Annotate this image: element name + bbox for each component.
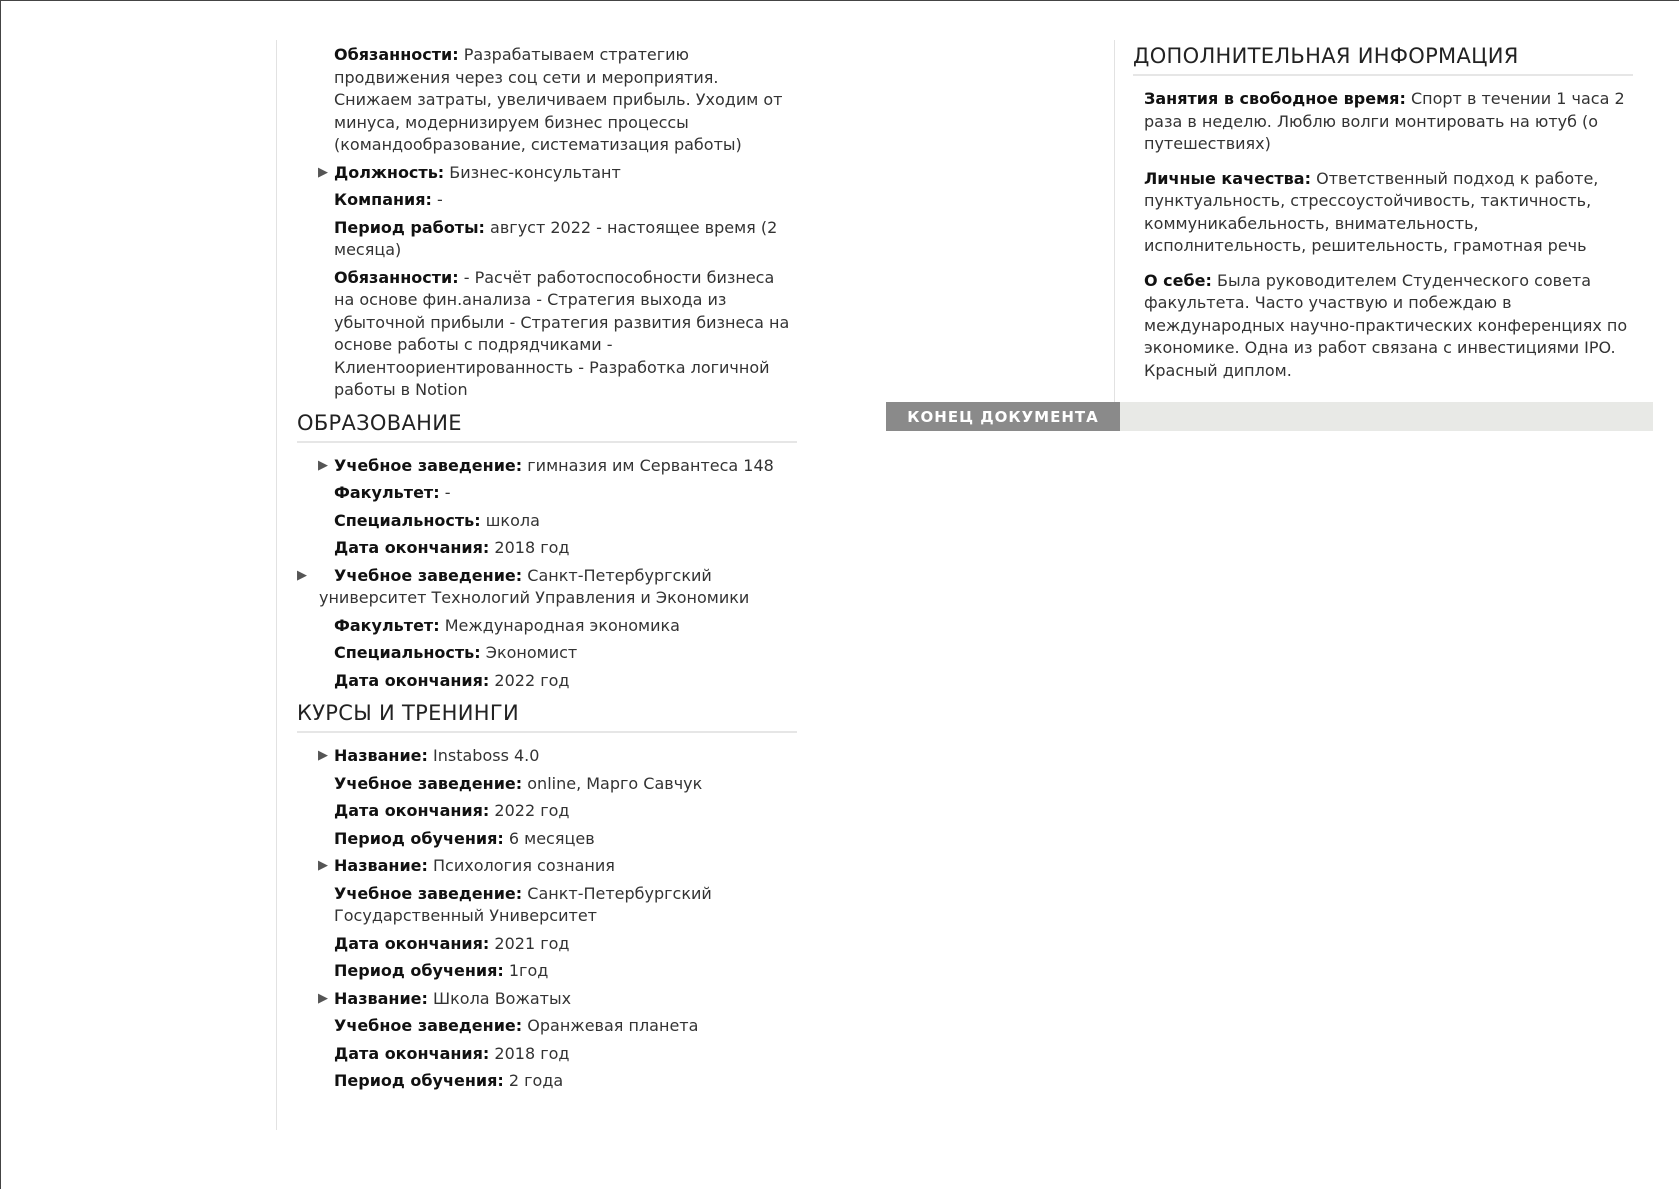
course-item-name: ▶ Название: Школа Вожатых	[297, 988, 797, 1011]
course-item-period: Период обучения: 2 года	[334, 1071, 564, 1090]
education-item-faculty: Факультет: Международная экономика	[334, 615, 680, 635]
additional-qualities: Личные качества: Ответственный подход к работе, пунктуальность, стрессоустойчивость, тактичность, коммуникабельность, внимательность, исполнительность, решительность, грамотная речь	[1144, 168, 1599, 255]
bullet-arrow-icon: ▶	[318, 858, 328, 873]
end-of-document-bar	[886, 402, 1653, 431]
bullet-arrow-icon: ▶	[318, 990, 328, 1006]
bullet-arrow-icon: ▶	[318, 457, 328, 473]
experience-period: Период работы: август 2022 - настоящее время (2 месяца)	[334, 217, 778, 259]
course-item-period: Период обучения: 1год	[334, 961, 549, 980]
additional-hobby: Занятия в свободное время: Спорт в течении 1 часа 2 раза в неделю. Люблю волги монтировать на ютуб (о путешествиях)	[1144, 89, 1625, 153]
experience-position: ▶ Должность: Бизнес-консультант	[297, 162, 797, 185]
bullet-arrow-icon: ▶	[318, 164, 328, 180]
course-item-graduation: Дата окончания: 2021 год	[334, 933, 570, 953]
right-column	[1133, 44, 1633, 382]
courses-section-title: КУРСЫ И ТРЕНИНГИ	[297, 701, 797, 733]
education-item-specialty: Специальность: школа	[334, 510, 540, 530]
bullet-arrow-icon: ▶	[297, 567, 307, 583]
education-item-graduation: Дата окончания: 2018 год	[334, 538, 570, 557]
education-item-specialty: Специальность: Экономист	[334, 643, 578, 662]
experience-duties-1: Обязанности: Разрабатываем стратегию продвижения через соц сети и мероприятия. Снижаем затраты, увеличиваем прибыль. Уходим от минуса, модернизируем бизнес процессы (командообразование, систематизация работы)	[334, 45, 783, 154]
course-item-graduation: Дата окончания: 2018 год	[334, 1043, 570, 1063]
experience-company: Компания: -	[334, 190, 443, 209]
education-section-title: ОБРАЗОВАНИЕ	[297, 411, 797, 443]
left-column-rule	[276, 40, 277, 1130]
course-item-graduation: Дата окончания: 2022 год	[334, 801, 570, 820]
additional-section-title: ДОПОЛНИТЕЛЬНАЯ ИНФОРМАЦИЯ	[1133, 44, 1633, 76]
education-item-faculty: Факультет: -	[334, 483, 451, 502]
course-item-institution: Учебное заведение: Оранжевая планета	[334, 1016, 699, 1035]
education-item-graduation: Дата окончания: 2022 год	[334, 670, 570, 690]
course-item-name: ▶ Название: Instaboss 4.0	[297, 745, 797, 768]
left-column	[297, 44, 797, 1093]
additional-about: О себе: Была руководителем Студенческого совета факультета. Часто участвую и побеждаю в международных научно-практических конференциях по экономике. Одна из работ связана с инвестициями IPO. Красный диплом.	[1144, 270, 1628, 380]
education-item-institution: ▶ Учебное заведение: гимназия им Сервантеса 148	[297, 455, 797, 478]
course-item-institution: Учебное заведение: online, Марго Савчук	[334, 773, 703, 793]
right-column-rule	[1114, 40, 1115, 402]
end-of-document-label: КОНЕЦ ДОКУМЕНТА	[886, 402, 1120, 431]
experience-duties-2: Обязанности: - Расчёт работоспособности бизнеса на основе фин.анализа - Стратегия выхода из убыточной прибыли - Стратегия развития бизнеса на основе работы с подрядчиками - Клиентоориентированность - Разработка логичной работы в Notion	[334, 267, 790, 399]
course-item-institution: Учебное заведение: Санкт-Петербургский Государственный Университет	[334, 883, 712, 925]
bullet-arrow-icon: ▶	[318, 748, 328, 763]
education-item-institution: ▶ Учебное заведение: Санкт-Петербургский университет Технологий Управления и Экономики	[297, 565, 750, 607]
course-item-name: ▶ Название: Психология сознания	[297, 855, 797, 878]
course-item-period: Период обучения: 6 месяцев	[334, 828, 595, 848]
